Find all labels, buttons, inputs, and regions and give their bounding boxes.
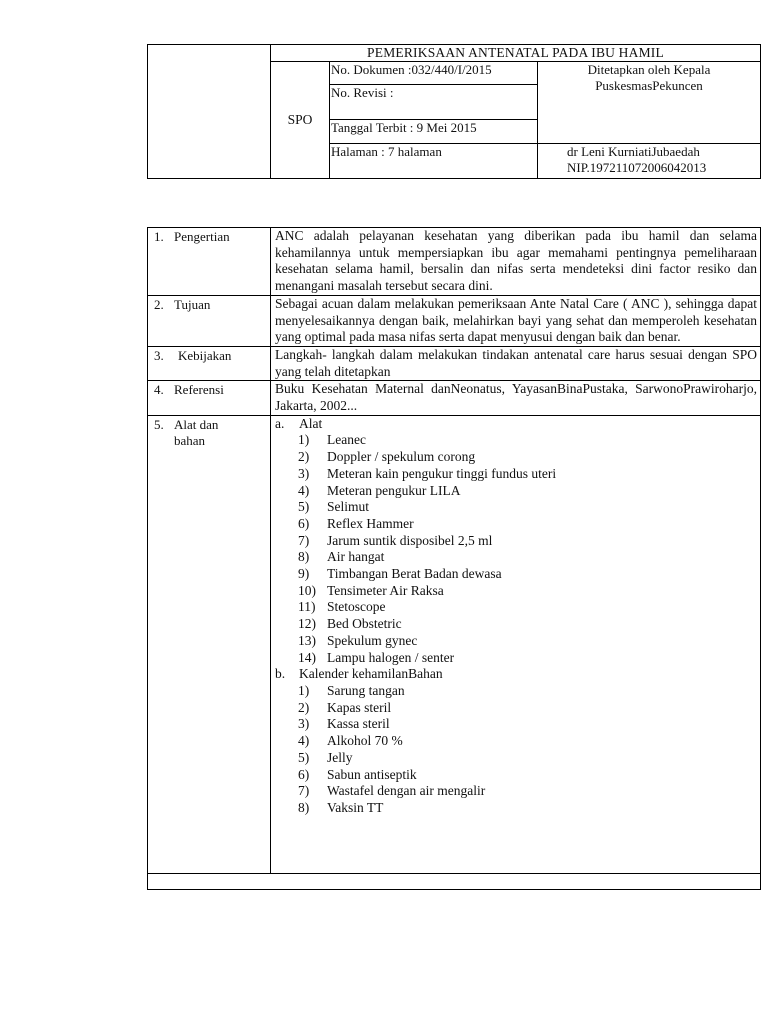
list-item xyxy=(275,549,757,566)
list-item-number: 7) xyxy=(298,783,310,799)
section-label: Alat dan xyxy=(174,416,219,432)
list-item-number: 14) xyxy=(298,649,316,665)
list-item-number: 3) xyxy=(298,465,310,481)
list-item-number: 6) xyxy=(298,766,310,782)
list-item xyxy=(275,466,757,483)
spo-content-table xyxy=(147,227,761,890)
no-dokumen: No. Dokumen :032/440/I/2015 xyxy=(330,62,538,85)
section-number: 2. xyxy=(154,296,164,312)
list-item-number: 2) xyxy=(298,449,310,465)
list-item xyxy=(275,800,757,817)
list-item-text: Reflex Hammer xyxy=(327,515,414,531)
section-text-alat xyxy=(271,415,761,873)
halaman: Halaman : 7 halaman xyxy=(330,144,538,179)
section-number: 1. xyxy=(154,229,164,244)
list-item-text: Doppler / spekulum corong xyxy=(327,449,476,465)
list-item-number: 3) xyxy=(298,716,310,732)
list-item-number: 8) xyxy=(298,549,310,565)
list-item xyxy=(275,733,757,750)
list-item-number: 11) xyxy=(298,599,316,615)
list-item-text: Kapas steril xyxy=(327,699,392,715)
section-label: Pengertian xyxy=(174,229,230,244)
group-alat xyxy=(275,416,757,433)
section-label-tujuan xyxy=(148,295,271,346)
section-text-pengertian: ANC adalah pelayanan kesehatan yang diberikan pada ibu hamil dan selama kehamilannya untuk mempersiapkan ibu agar memahami pentingnya pemeliharaan kesehatan selama hamil, bersalin dan nifas serta mendeteksi dini factor resiko dan menangani masalah tersebut secara dini. xyxy=(271,228,761,296)
section-text-referensi: Buku Kesehatan Maternal danNeonatus, YayasanBinaPustaka, SarwonoPrawiroharjo, Jakarta, 2002... xyxy=(271,381,761,415)
list-item-text: Bed Obstetric xyxy=(327,616,402,632)
list-item-text: Timbangan Berat Badan dewasa xyxy=(327,566,502,582)
list-item-text: Sabun antiseptik xyxy=(327,766,417,782)
list-item xyxy=(275,483,757,500)
list-item xyxy=(275,767,757,784)
list-item-text: Air hangat xyxy=(327,549,385,565)
signer-name: dr Leni KurniatiJubaedah xyxy=(567,144,700,159)
list-item xyxy=(275,683,757,700)
section-label: Tujuan xyxy=(174,296,211,312)
list-item xyxy=(275,516,757,533)
bahan-list xyxy=(275,683,757,817)
list-item xyxy=(275,750,757,767)
list-item xyxy=(275,700,757,717)
list-item-number: 1) xyxy=(298,682,310,698)
list-item-text: Wastafel dengan air mengalir xyxy=(327,783,486,799)
table-row xyxy=(148,295,761,346)
group-letter: a. xyxy=(275,415,285,431)
list-item xyxy=(275,566,757,583)
logo-cell xyxy=(148,45,271,179)
table-row xyxy=(148,381,761,415)
section-label: Referensi xyxy=(174,382,224,398)
list-item-number: 10) xyxy=(298,582,316,598)
list-item xyxy=(275,432,757,449)
list-item-number: 9) xyxy=(298,566,310,582)
section-text-tujuan: Sebagai acuan dalam melakukan pemeriksaan Ante Natal Care ( ANC ), sehingga dapat menyelesaikannya dengan baik, melahirkan bayi yang sehat dan memperoleh kesehatan yang optimal pada masa nifas serta dapat menyusui dengan baik dan benar. xyxy=(271,295,761,346)
table-row-empty xyxy=(148,873,761,889)
list-item-text: Lampu halogen / senter xyxy=(327,649,455,665)
list-item-text: Kassa steril xyxy=(327,716,390,732)
section-label-alat xyxy=(148,415,271,873)
list-item-number: 13) xyxy=(298,632,316,648)
list-item-text: Meteran pengukur LILA xyxy=(327,482,461,498)
list-item-text: Jelly xyxy=(327,749,353,765)
list-item-number: 1) xyxy=(298,432,310,448)
list-item-number: 5) xyxy=(298,499,310,515)
list-item xyxy=(275,783,757,800)
list-item-text: Leanec xyxy=(327,432,366,448)
alat-list xyxy=(275,432,757,666)
section-label-line-2: bahan xyxy=(174,432,206,448)
list-item-text: Sarung tangan xyxy=(327,682,405,698)
list-item-text: Spekulum gynec xyxy=(327,632,418,648)
list-item-text: Vaksin TT xyxy=(327,799,384,815)
ditetapkan-cell xyxy=(538,62,761,144)
list-item xyxy=(275,716,757,733)
list-item-text: Stetoscope xyxy=(327,599,386,615)
list-item xyxy=(275,616,757,633)
list-item-number: 5) xyxy=(298,749,310,765)
list-item-number: 7) xyxy=(298,532,310,548)
document-header xyxy=(147,44,761,179)
ditetapkan-line-1: Ditetapkan oleh Kepala xyxy=(587,62,711,77)
list-item-number: 6) xyxy=(298,515,310,531)
list-item-text: Meteran kain pengukur tinggi fundus uteri xyxy=(327,465,557,481)
list-item-text: Jarum suntik disposibel 2,5 ml xyxy=(327,532,493,548)
section-label: Kebijakan xyxy=(178,347,232,363)
empty-cell xyxy=(148,873,761,889)
group-label: Kalender kehamilanBahan xyxy=(299,666,443,682)
list-item-number: 4) xyxy=(298,733,310,749)
section-label-kebijakan xyxy=(148,346,271,380)
list-item xyxy=(275,449,757,466)
list-item-number: 12) xyxy=(298,616,316,632)
section-label-pengertian xyxy=(148,228,271,296)
signature-cell xyxy=(538,144,761,179)
list-item xyxy=(275,583,757,600)
list-item xyxy=(275,499,757,516)
no-revisi: No. Revisi : xyxy=(330,85,538,120)
list-item xyxy=(275,533,757,550)
list-item-number: 2) xyxy=(298,699,310,715)
list-item-text: Selimut xyxy=(327,499,370,515)
section-number: 4. xyxy=(154,382,164,398)
list-item-text: Alkohol 70 % xyxy=(327,733,403,749)
list-item-text: Tensimeter Air Raksa xyxy=(327,582,444,598)
section-number: 5. xyxy=(154,416,164,432)
section-label-referensi xyxy=(148,381,271,415)
list-item xyxy=(275,599,757,616)
table-row xyxy=(148,346,761,380)
list-item xyxy=(275,650,757,667)
group-label: Alat xyxy=(299,415,323,431)
document-title: PEMERIKSAAN ANTENATAL PADA IBU HAMIL xyxy=(271,45,761,62)
section-text-kebijakan: Langkah- langkah dalam melakukan tindakan antenatal care harus sesuai dengan SPO yang telah ditetapkan xyxy=(271,346,761,380)
spo-label: SPO xyxy=(271,62,330,179)
tanggal-terbit: Tanggal Terbit : 9 Mei 2015 xyxy=(330,120,538,144)
list-item-number: 8) xyxy=(298,799,310,815)
section-number: 3. xyxy=(154,347,164,363)
table-row xyxy=(148,415,761,873)
group-bahan xyxy=(275,666,757,683)
signer-nip: NIP.197211072006042013 xyxy=(567,160,707,175)
group-letter: b. xyxy=(275,666,286,682)
list-item-number: 4) xyxy=(298,482,310,498)
ditetapkan-line-2: PuskesmasPekuncen xyxy=(595,78,703,93)
table-row xyxy=(148,228,761,296)
list-item xyxy=(275,633,757,650)
